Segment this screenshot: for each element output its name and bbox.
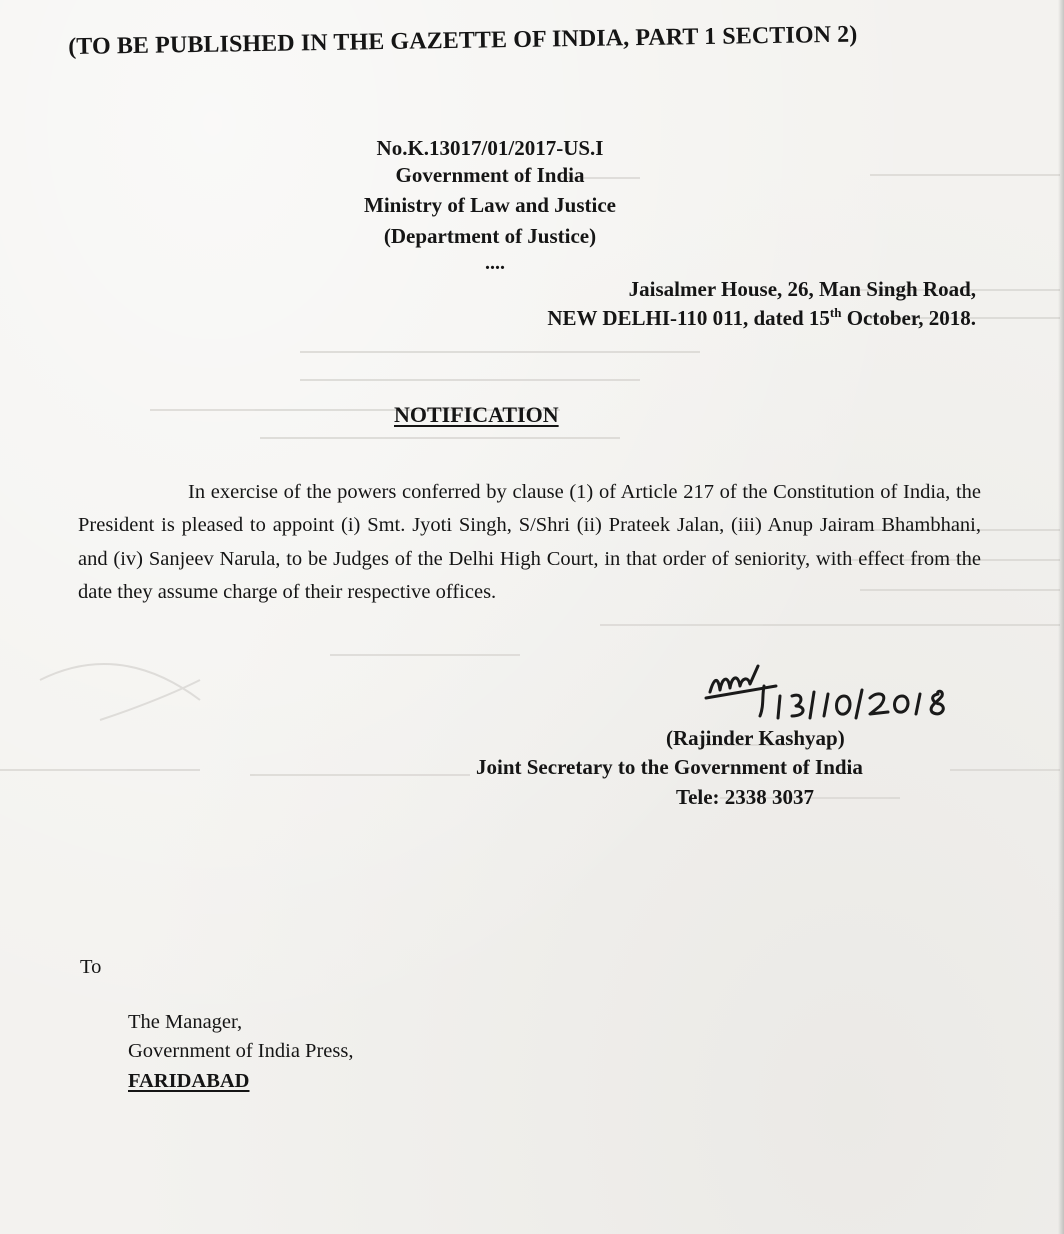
department-name: (Department of Justice) xyxy=(383,224,597,248)
government-name: Government of India xyxy=(395,163,585,187)
page-edge-shadow xyxy=(1058,0,1064,1234)
notification-body: In exercise of the powers conferred by clause (1) of Article 217 of the Constitution of India, the President is pleased to appoint (i) Smt. Jyoti Singh, S/Shri (ii) Prateek Jalan, (iii) Anup Jairam Bhambhani, and (iv) Sanjeev Narula, to be Judges of the Delhi High Court, in that order of seniority, with effect from the date they assume charge of their respective offices. xyxy=(78,480,981,603)
office-address-line1: Jaisalmer House, 26, Man Singh Road, xyxy=(628,277,976,301)
signer-designation: Joint Secretary to the Government of India xyxy=(476,755,863,779)
handwritten-signature xyxy=(702,656,962,720)
telephone-number: Tele: 2338 3037 xyxy=(676,785,815,809)
recipient-city: FARIDABAD xyxy=(128,1070,250,1092)
signer-name: (Rajinder Kashyap) xyxy=(666,726,845,750)
address-date-rest: October, 2018. xyxy=(841,306,976,330)
ministry-name: Ministry of Law and Justice xyxy=(364,193,616,217)
gazette-publication-line: (TO BE PUBLISHED IN THE GAZETTE OF INDIA, PART 1 SECTION 2) xyxy=(68,21,858,60)
office-address-line2 xyxy=(547,306,976,331)
recipient-line1: The Manager, xyxy=(128,1011,243,1033)
to-label: To xyxy=(80,956,102,978)
notification-heading: NOTIFICATION xyxy=(394,402,559,427)
address-city-date: NEW DELHI-110 011, dated 15 xyxy=(547,306,830,330)
recipient-line2: Government of India Press, xyxy=(128,1040,354,1062)
separator-dots: .... xyxy=(485,252,505,274)
date-ordinal-suffix: th xyxy=(829,305,842,320)
reference-number: No.K.13017/01/2017-US.I xyxy=(376,136,604,160)
